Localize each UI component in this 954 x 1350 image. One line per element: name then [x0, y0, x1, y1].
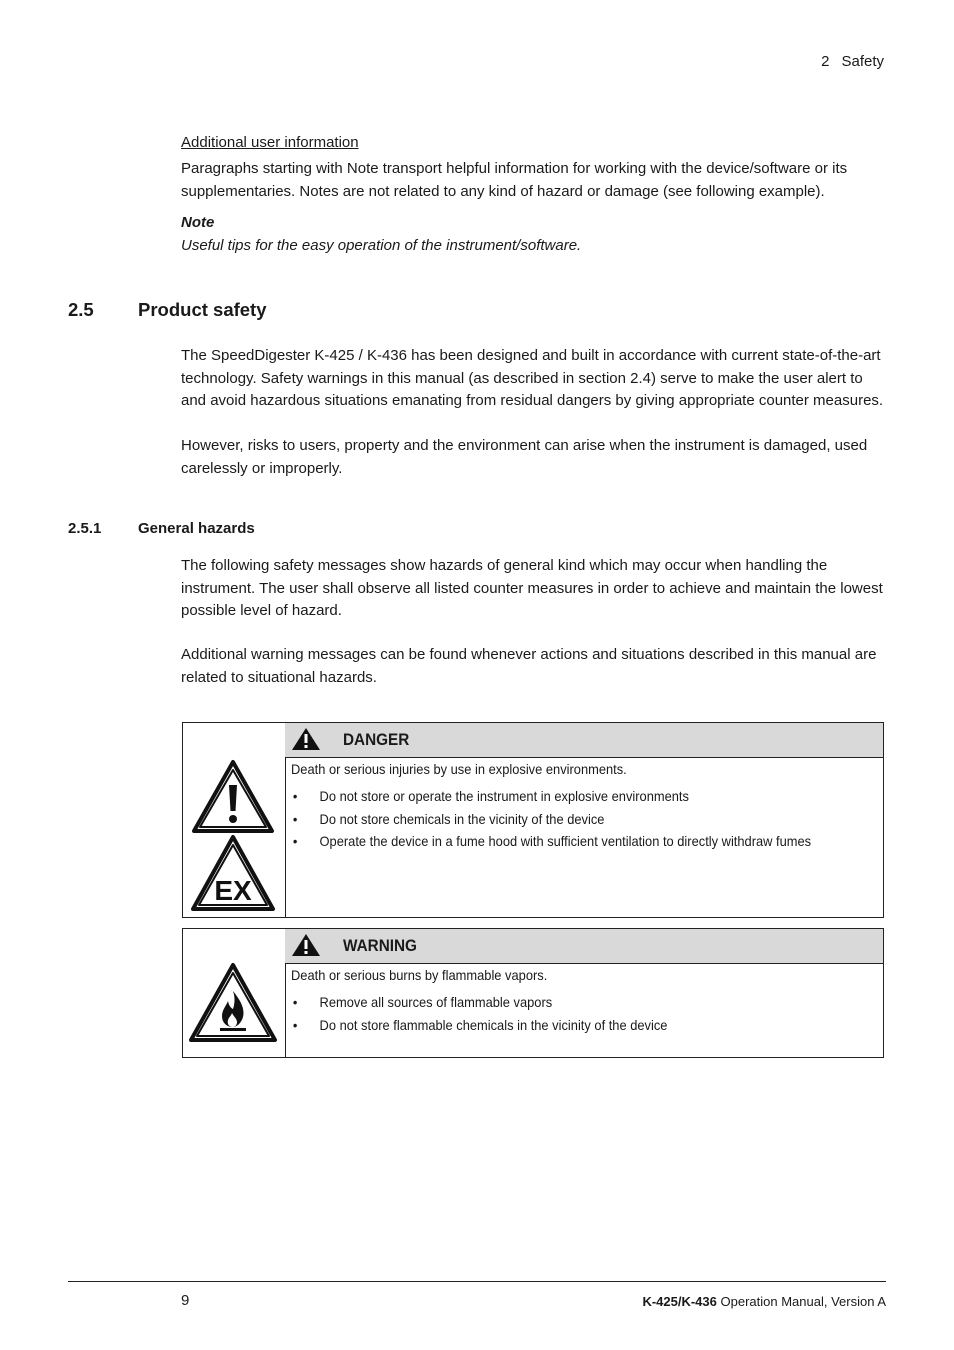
warning-signal-word: WARNING — [343, 936, 417, 955]
flammable-icon — [183, 929, 285, 1057]
danger-header — [285, 723, 883, 758]
footer-document-title — [642, 1294, 886, 1309]
warning-triangle-icon — [291, 727, 321, 751]
running-header — [821, 53, 884, 70]
subsection-number: 2.5.1 — [68, 520, 102, 537]
footer-divider — [68, 1281, 886, 1282]
footer-manual-title: Operation Manual, Version A — [720, 1294, 886, 1309]
warning-safety-message — [182, 928, 884, 1058]
danger-safety-message — [182, 722, 884, 918]
section-title: Product safety — [138, 299, 267, 320]
warning-header — [285, 929, 883, 964]
subsection-title: General hazards — [138, 520, 255, 537]
section-paragraph-2: However, risks to users, property and the environment can arise when the instrument is damaged, used carelessly or improperly. — [181, 437, 868, 477]
list-item: • Do not store or operate the instrument in explosive environments — [291, 785, 880, 808]
note-label: Note — [181, 214, 215, 231]
additional-info-paragraph: Paragraphs starting with Note transport helpful information for working with the device/software or its supplementaries. Notes are not related to any kind of hazard or damage (see following example). — [181, 160, 848, 200]
list-item: • Do not store chemicals in the vicinity of the device — [291, 808, 880, 831]
section-number: 2.5 — [68, 299, 94, 320]
page-number: 9 — [181, 1292, 190, 1309]
section-paragraph-1: The SpeedDigester K-425 / K-436 has been designed and built in accordance with current state-of-the-art technology. Safety warnings in this manual (as described in section 2.4) serve to make the user alert to and avoid hazardous situations emanating from residual dangers by giving appropriate counter measures. — [181, 347, 884, 409]
warning-icon-column — [183, 929, 286, 1057]
list-item: • Remove all sources of flammable vapors — [291, 991, 880, 1014]
warning-description: Death or serious burns by flammable vapors. — [291, 967, 548, 983]
chapter-title: Safety — [841, 53, 884, 70]
danger-measures-list — [291, 785, 880, 853]
subsection-paragraph-2: Additional warning messages can be found whenever actions and situations described in this manual are related to situational hazards. — [181, 646, 877, 686]
footer-model: K-425/K-436 — [642, 1294, 717, 1309]
warning-triangle-icon — [291, 933, 321, 957]
explosive-atmosphere-icon — [183, 723, 285, 917]
danger-signal-word: DANGER — [343, 730, 410, 749]
danger-content — [291, 759, 880, 853]
additional-info-subheading: Additional user information — [181, 134, 359, 151]
list-item: • Operate the device in a fume hood with sufficient ventilation to directly withdraw fumes — [291, 830, 880, 853]
list-item: • Do not store flammable chemicals in the vicinity of the device — [291, 1014, 880, 1037]
warning-content — [291, 965, 880, 1036]
subsection-paragraph-1: The following safety messages show hazards of general kind which may occur when handling the instrument. The user shall observe all listed counter measures in order to achieve and maintain the lowest possible level of hazard. — [181, 557, 883, 619]
danger-icon-column — [183, 723, 286, 917]
ex-symbol-text: EX — [214, 875, 252, 906]
warning-measures-list — [291, 991, 880, 1036]
danger-description: Death or serious injuries by use in explosive environments. — [291, 761, 627, 777]
note-text: Useful tips for the easy operation of the instrument/software. — [181, 237, 582, 254]
chapter-number: 2 — [821, 53, 830, 70]
